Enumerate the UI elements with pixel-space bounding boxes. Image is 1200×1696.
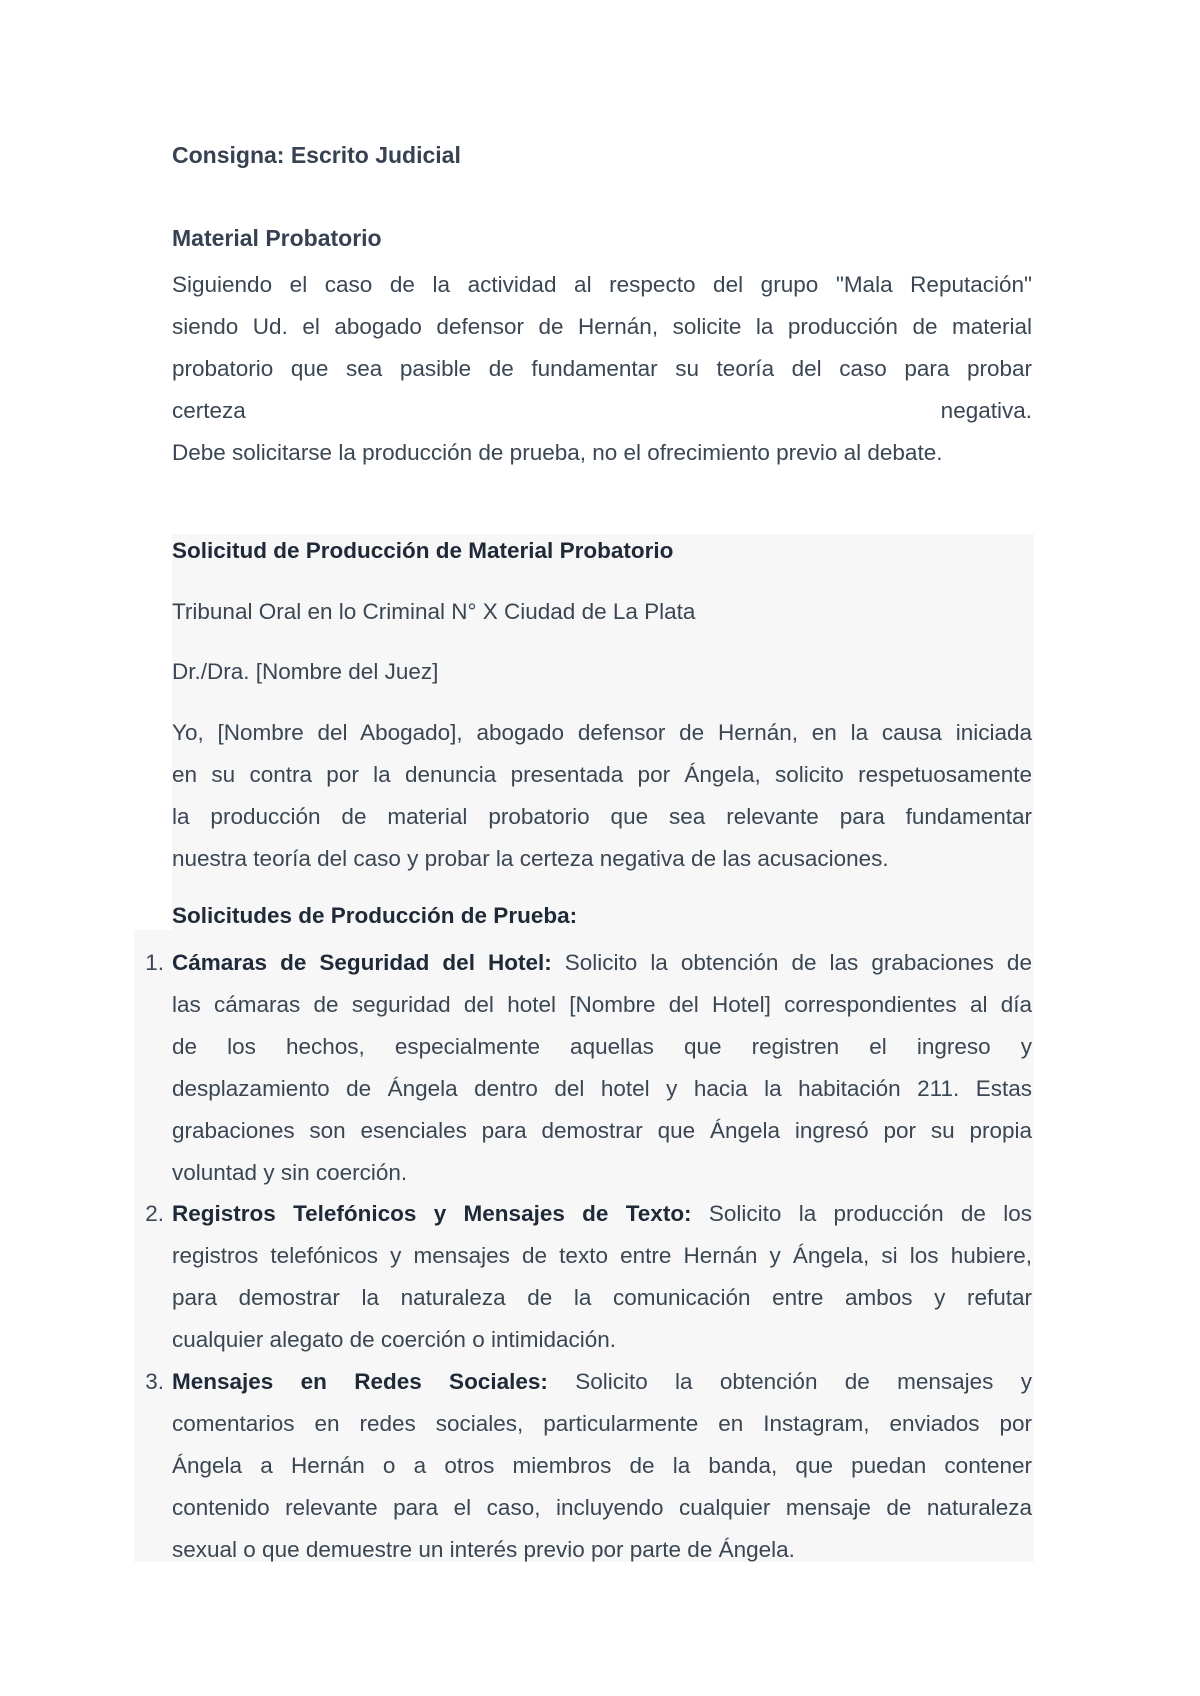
intro-paragraph — [172, 712, 1032, 880]
list-item-text: cualquier alegato de coerción o intimidación. — [172, 1327, 617, 1352]
list-item-text: Solicito la producción de los — [708, 1201, 1032, 1226]
material-probatorio-title: Material Probatorio — [172, 225, 382, 251]
list-item-text: desplazamiento de Ángela dentro del hotel y hacia la habitación 211. Estas — [172, 1076, 1032, 1101]
list-item-first-line — [172, 1361, 1032, 1403]
list-heading: Solicitudes de Producción de Prueba: — [172, 903, 578, 928]
instructions-line: probatorio que sea pasible de fundamentar su teoría del caso para probar — [172, 356, 1032, 381]
instructions-line: siendo Ud. el abogado defensor de Hernán, solicite la producción de material — [172, 314, 1032, 339]
list-item-text: sexual o que demuestre un interés previo por parte de Ángela. — [172, 1537, 795, 1562]
list-item-number: 2. — [145, 1201, 164, 1226]
list-item-number: 1. — [145, 950, 164, 975]
list-item-text: de los hechos, especialmente aquellas que registren el ingreso y — [172, 1034, 1032, 1059]
solicitud-title: Solicitud de Producción de Material Probatorio — [172, 538, 674, 563]
list-item-number: 3. — [145, 1369, 164, 1394]
intro-line: Yo, [Nombre del Abogado], abogado defensor de Hernán, en la causa iniciada — [172, 720, 1032, 745]
list-item-first-line — [172, 942, 1032, 984]
list-item-text: Ángela a Hernán o a otros miembros de la banda, que puedan contener — [172, 1453, 1032, 1478]
list-item-text: contenido relevante para el caso, incluyendo cualquier mensaje de naturaleza — [172, 1495, 1032, 1520]
instructions-line: Siguiendo el caso de la actividad al respecto del grupo "Mala Reputación" — [172, 272, 1032, 297]
list-item-title: Cámaras de Seguridad del Hotel: — [172, 950, 552, 975]
list-item-title: Registros Telefónicos y Mensajes de Texto: — [172, 1201, 692, 1226]
list-item-text: para demostrar la naturaleza de la comunicación entre ambos y refutar — [172, 1285, 1032, 1310]
judge-line: Dr./Dra. [Nombre del Juez] — [172, 659, 439, 684]
list-item — [145, 942, 1032, 1194]
instructions-line: Debe solicitarse la producción de prueba, no el ofrecimiento previo al debate. — [172, 440, 943, 465]
list-item-text: Solicito la obtención de las grabaciones de — [564, 950, 1032, 975]
list-item — [145, 1193, 1032, 1361]
list-item-text: Solicito la obtención de mensajes y — [575, 1369, 1032, 1394]
instructions-paragraph — [172, 264, 1032, 474]
list-item-title: Mensajes en Redes Sociales: — [172, 1369, 548, 1394]
intro-line: en su contra por la denuncia presentada por Ángela, solicito respetuosamente — [172, 762, 1032, 787]
list-item-text: las cámaras de seguridad del hotel [Nombre del Hotel] correspondientes al día — [172, 992, 1032, 1017]
list-item-text: comentarios en redes sociales, particularmente en Instagram, enviados por — [172, 1411, 1032, 1436]
list-item-text: registros telefónicos y mensajes de texto entre Hernán y Ángela, si los hubiere, — [172, 1243, 1032, 1268]
intro-line: nuestra teoría del caso y probar la certeza negativa de las acusaciones. — [172, 846, 889, 871]
list-item-text: grabaciones son esenciales para demostrar que Ángela ingresó por su propia — [172, 1118, 1032, 1143]
list-item — [145, 1361, 1032, 1571]
list-item-text: voluntad y sin coerción. — [172, 1160, 408, 1185]
consigna-title: Consigna: Escrito Judicial — [172, 142, 461, 168]
intro-line: la producción de material probatorio que sea relevante para fundamentar — [172, 804, 1032, 829]
court-line: Tribunal Oral en lo Criminal N° X Ciudad de La Plata — [172, 599, 696, 624]
instructions-line: certeza negativa. — [172, 398, 1032, 423]
list-item-first-line — [172, 1193, 1032, 1235]
